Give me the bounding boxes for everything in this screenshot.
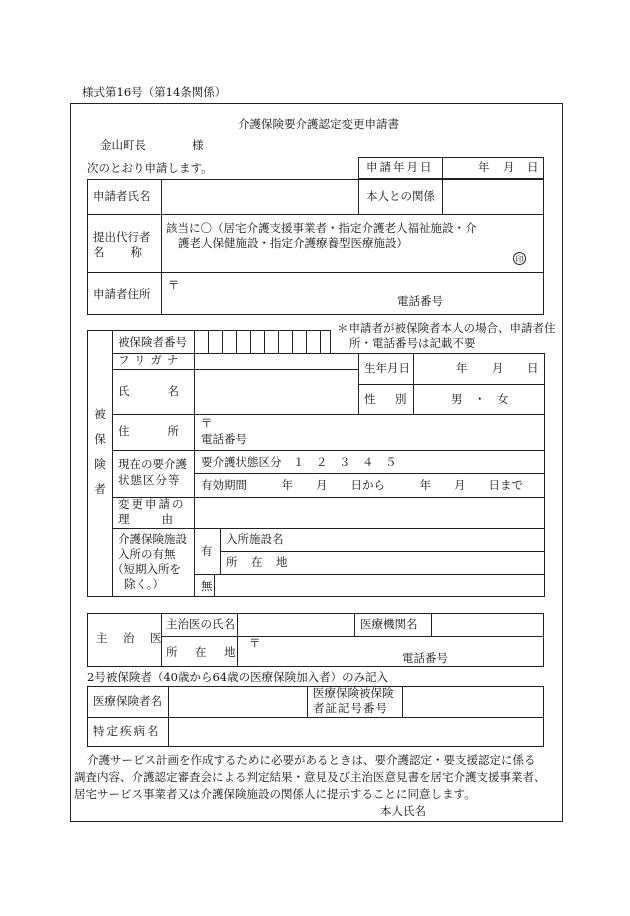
care-status-label: 現在の要介護 <box>118 457 187 471</box>
birth-label: 生年月日 <box>364 361 410 375</box>
application-date-day[interactable]: 日 <box>527 160 539 174</box>
validity-period[interactable]: 有効期間 年 月 日から 年 月 日まで <box>201 478 523 492</box>
change-reason-label-2: 理 由 <box>118 512 176 526</box>
insurance-symbol-label: 医療保険被保険 <box>313 686 394 700</box>
care-status-label-2: 状態区分等 <box>118 473 181 487</box>
note-text-2: 所・電話番号は記載不要 <box>349 336 476 350</box>
facility-label-2: 入所の有無 <box>118 547 176 561</box>
institution-label: 医療機関名 <box>360 617 418 631</box>
note-text: ＊申請者が被保険者本人の場合、申請者住 <box>337 321 556 335</box>
disease-label: 特定疾病名 <box>93 724 161 738</box>
intro-text: 次のとおり申請します。 <box>87 161 213 175</box>
signature-label: 本人氏名 <box>380 804 426 818</box>
birth-year[interactable]: 年 <box>456 361 468 375</box>
applicant-name-label: 申請者氏名 <box>93 189 151 203</box>
insured-phone-label: 電話番号 <box>201 432 247 446</box>
doctor-location-label: 所 在 地 <box>166 645 239 659</box>
doctor-section-label: 主 治 医 <box>96 631 164 645</box>
facility-yes[interactable]: 有 <box>201 544 213 558</box>
form-number: 様式第16号（第14条関係） <box>82 85 227 99</box>
addressee-honorific: 様 <box>192 138 204 152</box>
postal-mark: 〒 <box>168 278 180 292</box>
sex-options[interactable]: 男 ・ 女 <box>451 392 509 406</box>
insured-postal-mark: 〒 <box>201 416 213 430</box>
insured-address-label: 住 所 <box>118 424 184 438</box>
consent-line-2: 調査内容、介護認定審査会による判定結果・意見及び主治医意見書を居宅介護支援事業者、 <box>74 770 546 784</box>
agent-label-sub: 名 称 <box>93 245 143 259</box>
facility-label-4: 除く。） <box>124 577 165 591</box>
application-date-year[interactable]: 年 <box>478 160 490 174</box>
change-reason-label: 変更申請の <box>118 497 186 511</box>
birth-month[interactable]: 月 <box>492 361 504 375</box>
applicant-address-label: 申請者住所 <box>93 287 151 301</box>
facility-no[interactable]: 無 <box>201 579 213 593</box>
form-title: 介護保険要介護認定変更申請書 <box>238 117 399 131</box>
insurer-label: 医療保険者名 <box>93 694 162 708</box>
facility-label: 介護保険施設 <box>118 532 187 546</box>
seal-mark: 印 <box>513 252 526 265</box>
relation-label: 本人との関係 <box>366 189 435 203</box>
agent-type-text: 該当に〇（居宅介護支援事業者・指定介護老人福祉施設・介 <box>166 221 477 235</box>
applicant-phone-label: 電話番号 <box>397 294 443 308</box>
application-date-label: 申請年月日 <box>366 160 434 174</box>
facility-name-label: 入所施設名 <box>226 532 284 546</box>
insured-section-label: 被保険者 <box>94 407 106 496</box>
doctor-name-label: 主治医の氏名 <box>166 617 235 631</box>
facility-location-label: 所 在 地 <box>226 555 289 569</box>
insured-number-label: 被保険者番号 <box>118 335 187 349</box>
insurance-symbol-label-2: 者証記号番号 <box>313 701 388 715</box>
consent-line-1: 介護サービス計画を作成するために必要があるときは、要介護認定・要支援認定に係る <box>87 753 536 767</box>
agent-type-text-2: 護老人保健施設・指定介護療養型医療施設） <box>178 236 408 250</box>
addressee-name: 金山町長 <box>100 138 146 152</box>
furigana-label: フリガナ <box>118 353 184 367</box>
facility-label-3: （短期入所を <box>112 562 181 576</box>
doctor-postal-mark: 〒 <box>249 636 261 650</box>
birth-day[interactable]: 日 <box>527 361 539 375</box>
insured-name-label: 氏 名 <box>118 384 184 398</box>
agent-label: 提出代行者 <box>93 230 151 244</box>
application-date-month[interactable]: 月 <box>503 160 515 174</box>
sex-label: 性 別 <box>364 392 411 406</box>
care-level-options[interactable]: 要介護状態区分 １ ２ ３ ４ ５ <box>201 455 397 469</box>
doctor-phone-label: 電話番号 <box>402 651 448 665</box>
consent-line-3: 居宅サービス事業者又は介護保険施設の関係人に提示することに同意します。 <box>74 787 476 801</box>
type2-note: 2号被保険者（40歳から64歳の医療保険加入者）のみ記入 <box>87 670 389 684</box>
